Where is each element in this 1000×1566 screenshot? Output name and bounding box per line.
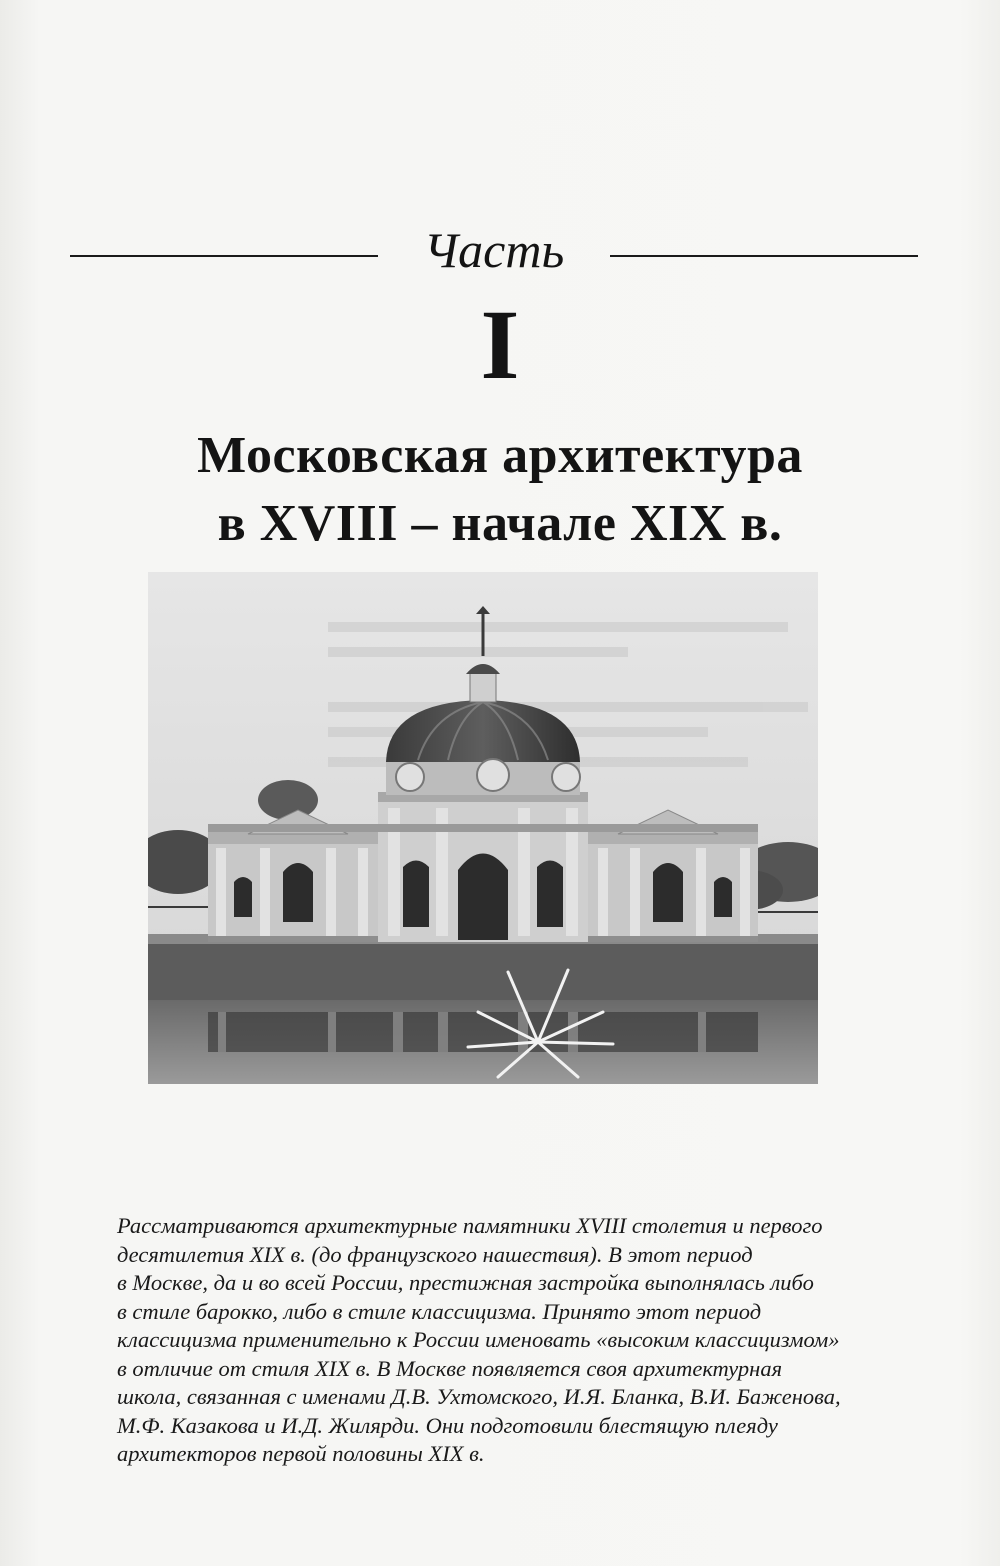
left-rule	[70, 255, 378, 257]
intro-line: в стиле барокко, либо в стиле классицизма. Принято этот период	[117, 1298, 762, 1324]
title-line-1: Московская архитектура	[197, 427, 803, 484]
intro-line: в Москве, да и во всей России, престижная застройка выполнялась либо	[117, 1270, 814, 1295]
intro-line: Рассматриваются архитектурные памятники XVIII столетия и первого	[117, 1213, 823, 1238]
part-heading	[70, 215, 920, 285]
intro-line: десятилетия XIX в. (до французского нашествия). В этот период	[117, 1241, 753, 1267]
intro-line: архитекторов первой половины XIX в.	[117, 1441, 485, 1466]
title-line-2: в XVIII – начале XIX в.	[217, 495, 783, 552]
intro-line: в отличие от стиля XIX в. В Москве появляется своя архитектурная	[117, 1355, 783, 1381]
pavilion-illustration	[148, 572, 818, 1084]
intro-line: школа, связанная с именами Д.В. Ухтомского, И.Я. Бланка, В.И. Баженова,	[117, 1384, 841, 1409]
intro-line: М.Ф. Казакова и И.Д. Жилярди. Они подготовили блестящую плеяду	[117, 1412, 778, 1438]
right-rule	[610, 255, 918, 257]
part-title	[0, 422, 1000, 558]
intro-line: классицизма применительно к России именовать «высоким классицизмом»	[117, 1327, 840, 1352]
intro-paragraph	[117, 1212, 937, 1469]
part-number: I	[480, 289, 520, 400]
pavilion-photo	[148, 572, 818, 1084]
part-label: Часть	[423, 222, 565, 278]
